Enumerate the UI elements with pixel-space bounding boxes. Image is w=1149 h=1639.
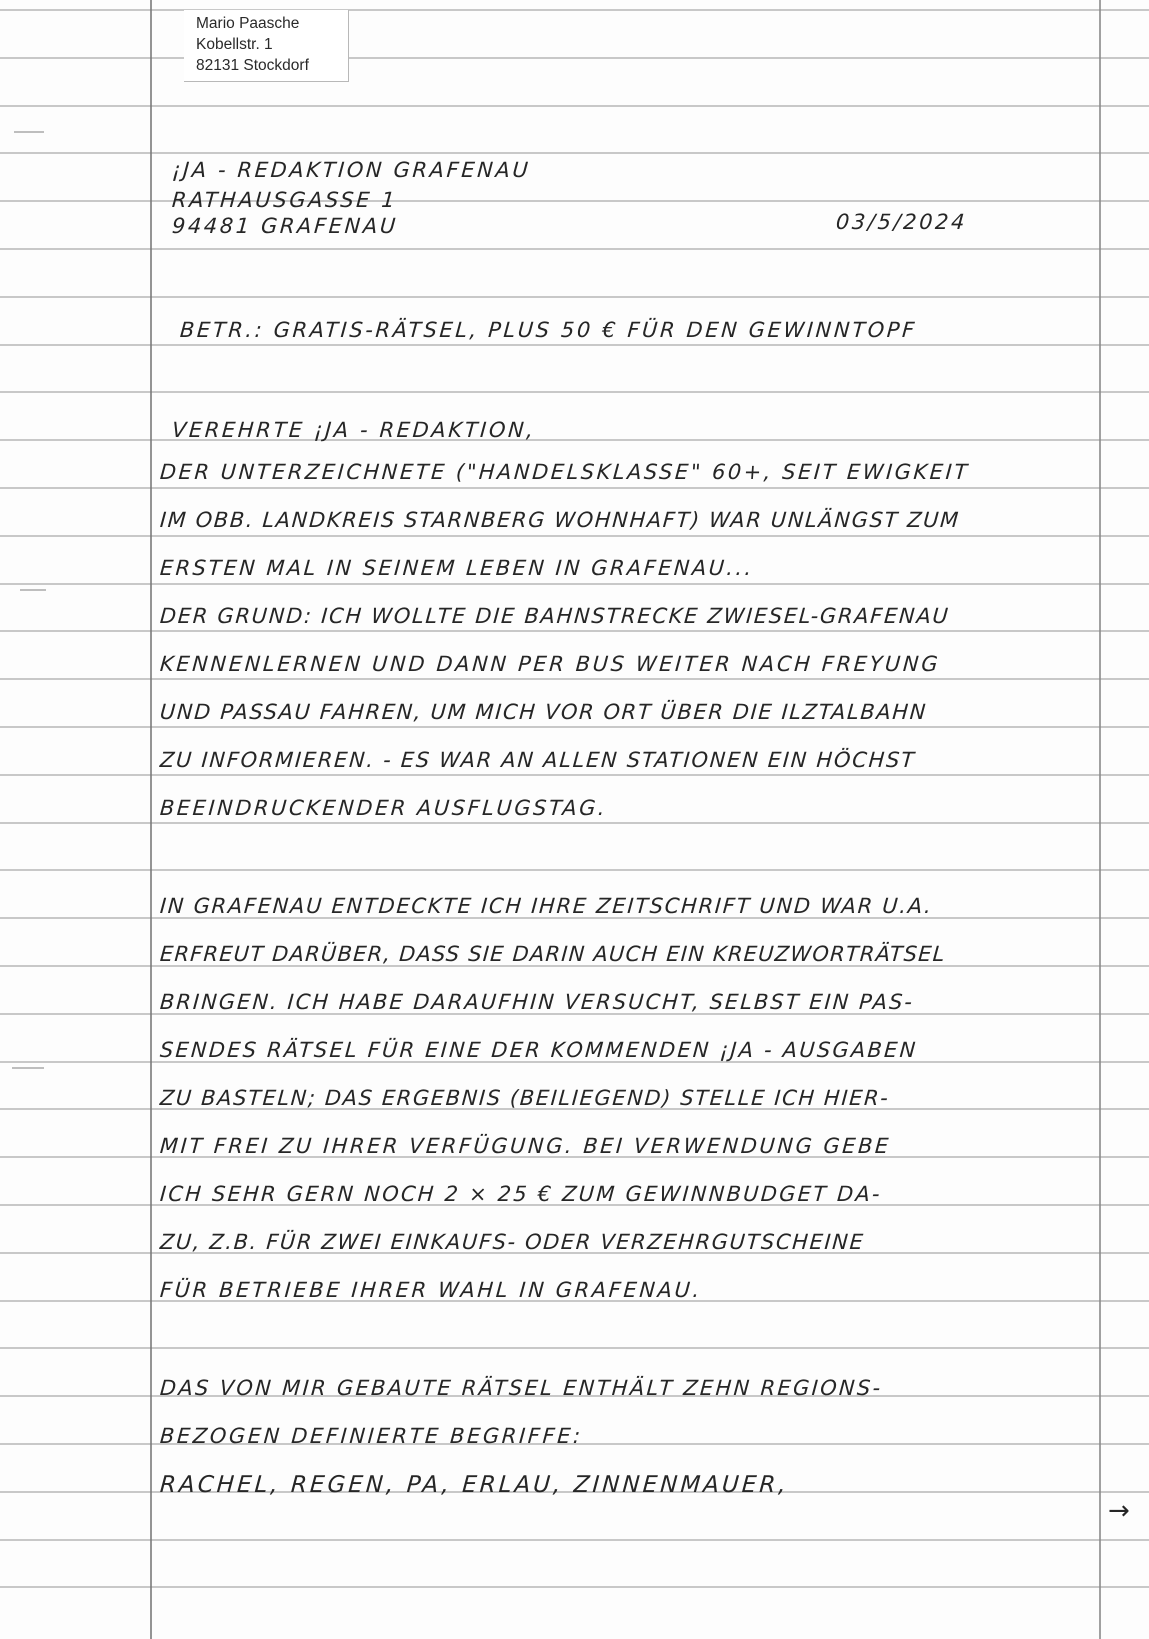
body-line: UND PASSAU FAHREN, UM MICH VOR ORT ÜBER DIE ILZTALBAHN <box>159 700 928 724</box>
body-line: ZU INFORMIEREN. - ES WAR AN ALLEN STATIONEN EIN HÖCHST <box>159 748 917 772</box>
sender-name: Mario Paasche <box>196 15 300 32</box>
sender-city: 82131 Stockdorf <box>196 57 309 74</box>
body-line: BEZOGEN DEFINIERTE BEGRIFFE: <box>159 1424 584 1448</box>
body-line: DAS VON MIR GEBAUTE RÄTSEL ENTHÄLT ZEHN REGIONS- <box>159 1376 884 1400</box>
body-line: DER UNTERZEICHNETE ("HANDELSKLASSE" 60+, SEIT EWIGKEIT <box>159 460 971 484</box>
body-line: KENNENLERNEN UND DANN PER BUS WEITER NACH FREYUNG <box>159 652 942 676</box>
body-line: ICH SEHR GERN NOCH 2 × 25 € ZUM GEWINNBUDGET DA- <box>159 1182 883 1206</box>
sender-street: Kobellstr. 1 <box>196 36 273 53</box>
salutation: VEREHRTE ¡JA - REDAKTION, <box>171 418 537 442</box>
body-line: ERSTEN MAL IN SEINEM LEBEN IN GRAFENAU... <box>159 556 755 580</box>
body-line: RACHEL, REGEN, PA, ERLAU, ZINNENMAUER, <box>159 1472 790 1498</box>
recipient-line-3: 94481 GRAFENAU <box>171 214 399 238</box>
body-line: FÜR BETRIEBE IHRER WAHL IN GRAFENAU. <box>159 1278 703 1302</box>
letter-date: 03/5/2024 <box>835 210 968 234</box>
body-line: DER GRUND: ICH WOLLTE DIE BAHNSTRECKE ZWIESEL-GRAFENAU <box>159 604 951 628</box>
sender-address-label <box>184 10 349 82</box>
body-line: ZU BASTELN; DAS ERGEBNIS (BEILIEGEND) STELLE ICH HIER- <box>159 1086 891 1110</box>
continuation-arrow-icon: → <box>1108 1496 1130 1526</box>
body-line: BRINGEN. ICH HABE DARAUFHIN VERSUCHT, SELBST EIN PAS- <box>159 990 915 1014</box>
body-line: IM OBB. LANDKREIS STARNBERG WOHNHAFT) WAR UNLÄNGST ZUM <box>159 508 961 532</box>
body-line: ZU, Z.B. FÜR ZWEI EINKAUFS- ODER VERZEHRGUTSCHEINE <box>159 1230 866 1254</box>
body-line: SENDES RÄTSEL FÜR EINE DER KOMMENDEN ¡JA - AUSGABEN <box>159 1038 919 1062</box>
body-line: IN GRAFENAU ENTDECKTE ICH IHRE ZEITSCHRIFT UND WAR U.A. <box>159 894 934 918</box>
body-line: MIT FREI ZU IHRER VERFÜGUNG. BEI VERWENDUNG GEBE <box>159 1134 892 1158</box>
subject-line: BETR.: GRATIS-RÄTSEL, PLUS 50 € FÜR DEN GEWINNTOPF <box>179 318 918 342</box>
body-line: BEEINDRUCKENDER AUSFLUGSTAG. <box>159 796 608 820</box>
recipient-line-1: ¡JA - REDAKTION GRAFENAU <box>171 158 532 182</box>
body-line: ERFREUT DARÜBER, DASS SIE DARIN AUCH EIN KREUZWORTRÄTSEL <box>159 942 947 966</box>
recipient-line-2: RATHAUSGASSE 1 <box>171 188 399 212</box>
